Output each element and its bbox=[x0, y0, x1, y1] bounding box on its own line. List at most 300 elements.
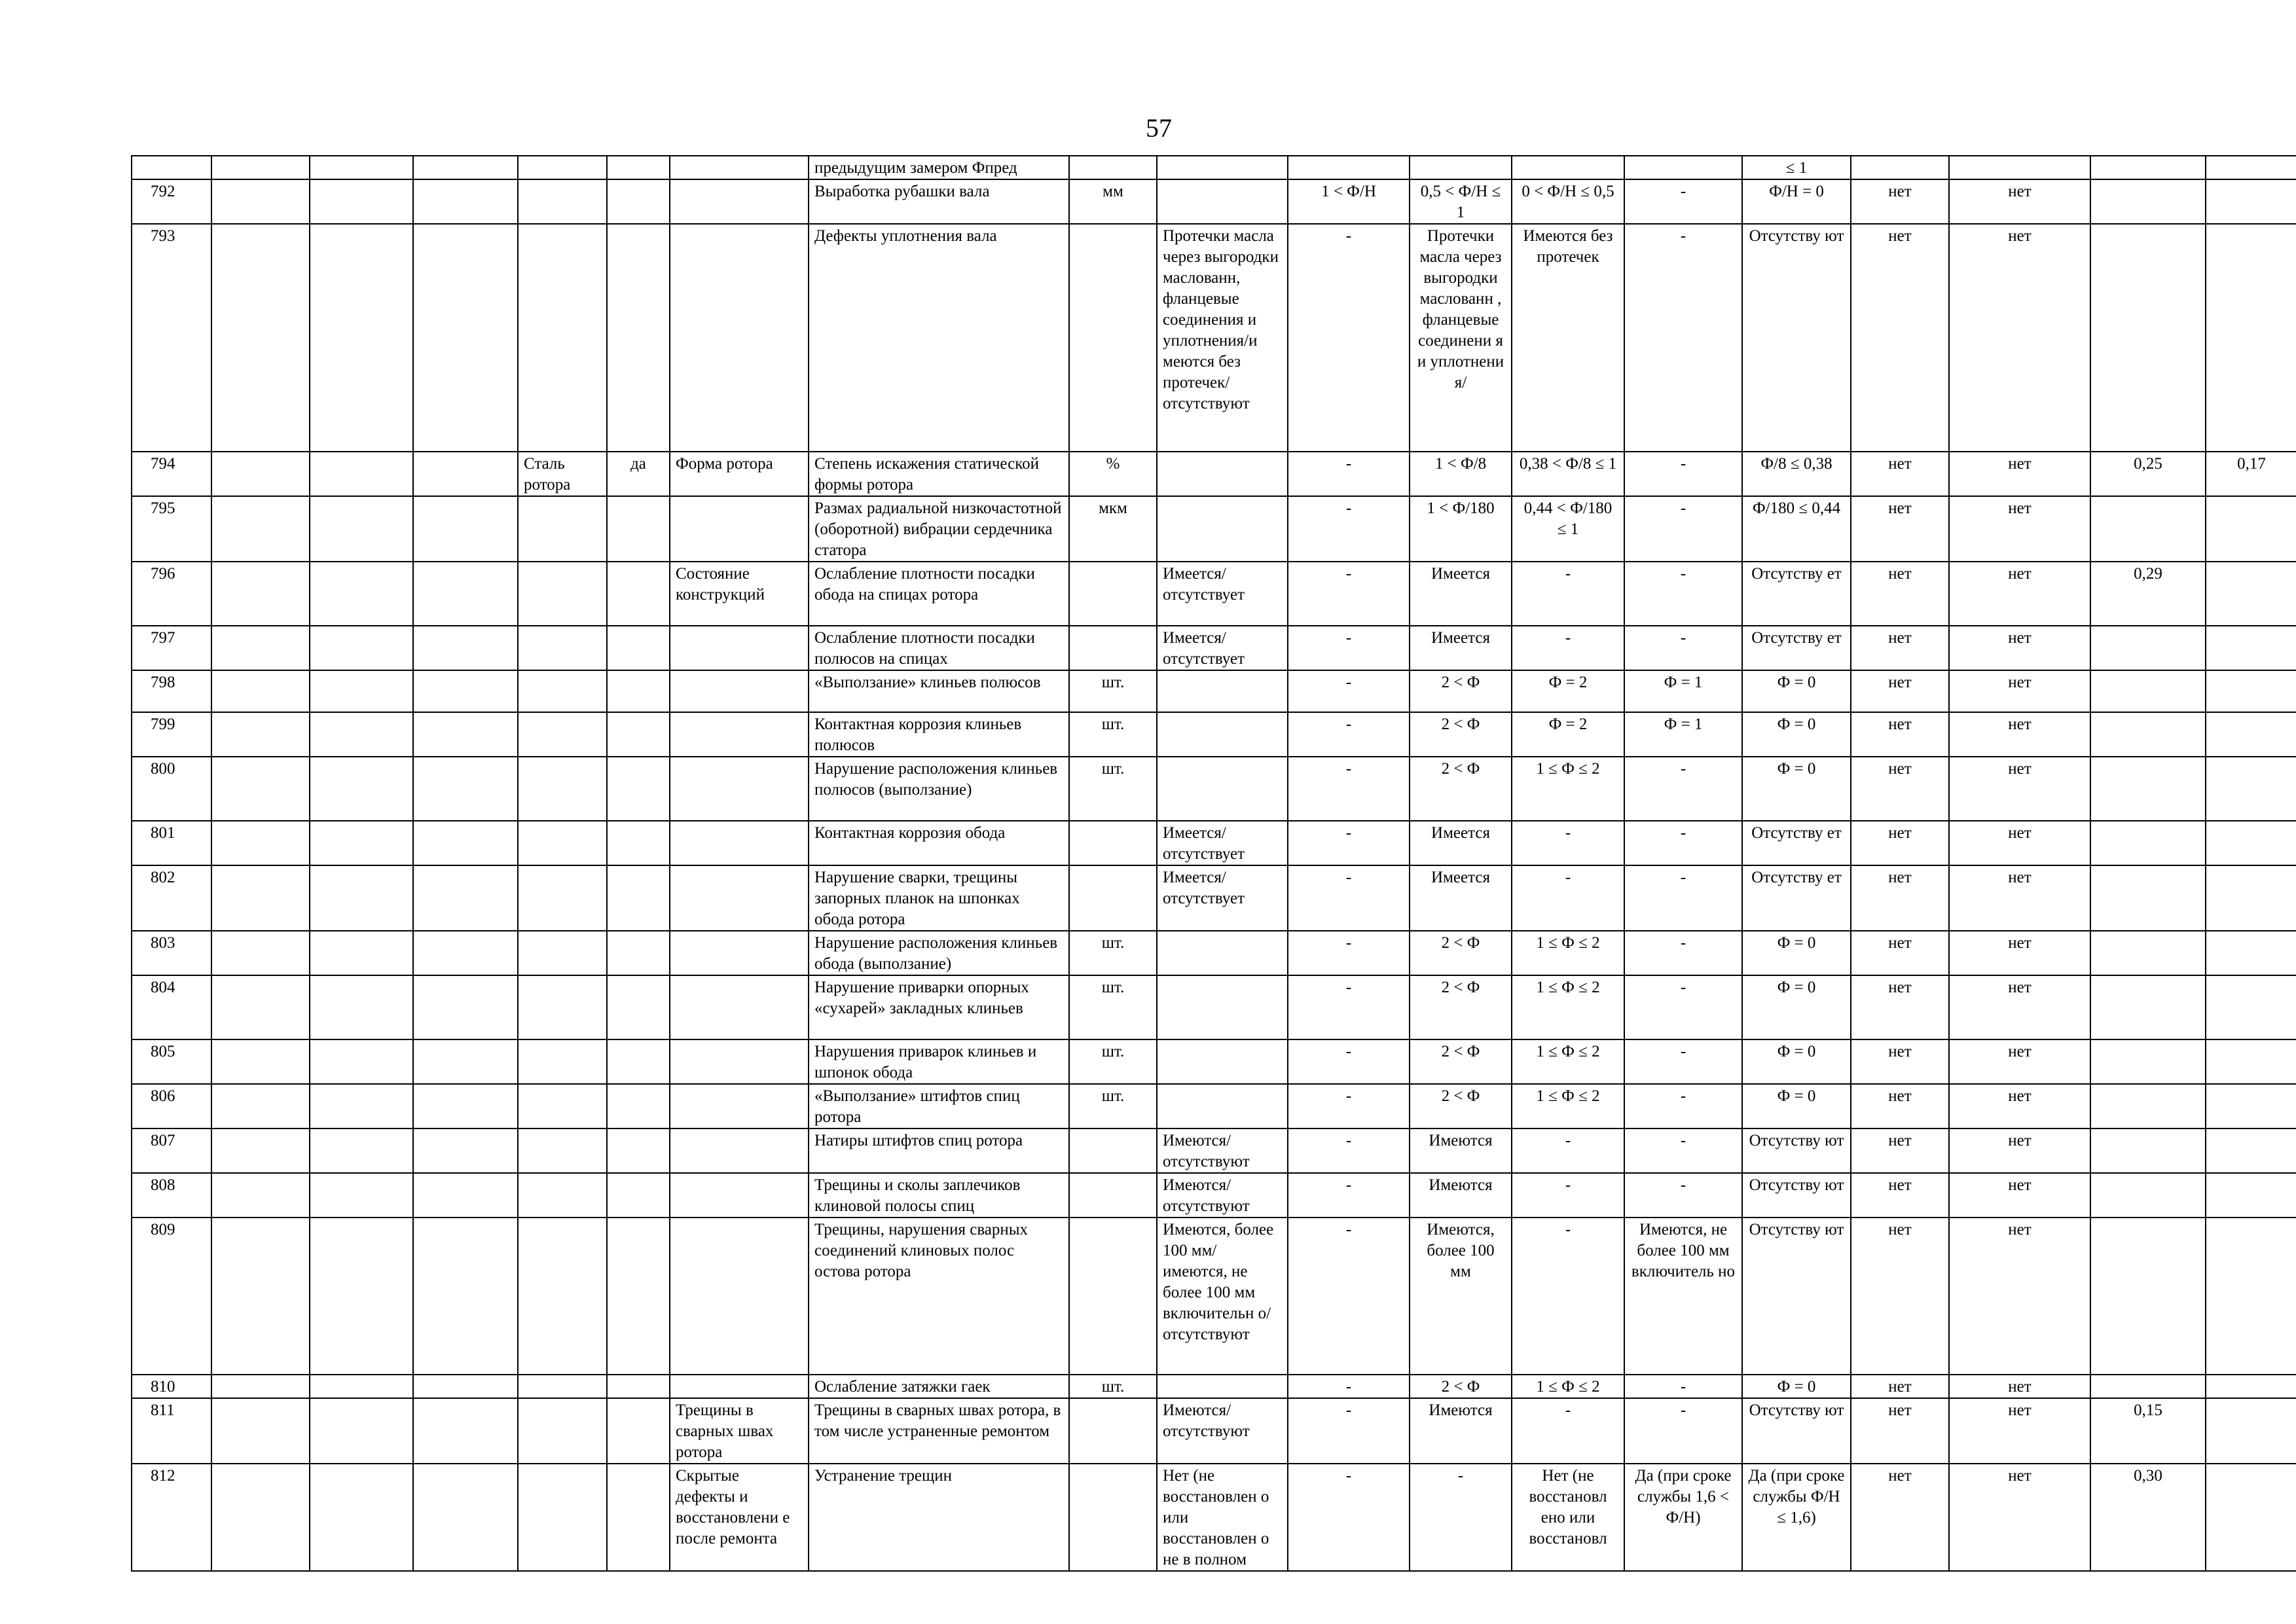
table-cell-c3 bbox=[310, 1464, 413, 1571]
table-cell-c12: 2 < Ф bbox=[1410, 712, 1512, 757]
table-cell-c7 bbox=[670, 1128, 809, 1173]
table-cell-c15: Ф = 0 bbox=[1742, 1039, 1851, 1084]
table-cell-c18 bbox=[2090, 179, 2206, 224]
table-row bbox=[132, 821, 2296, 865]
table-cell-c18 bbox=[2090, 821, 2206, 865]
table-cell-c17: нет bbox=[1949, 1218, 2090, 1375]
table-cell-c15: Ф/Н = 0 bbox=[1742, 179, 1851, 224]
table-cell-c9: мкм bbox=[1069, 496, 1157, 562]
table-cell-c18 bbox=[2090, 757, 2206, 821]
table-cell-c4 bbox=[413, 821, 518, 865]
table-cell-c5 bbox=[518, 975, 607, 1039]
table-cell-c17: нет bbox=[1949, 1173, 2090, 1218]
table-row bbox=[132, 1039, 2296, 1084]
table-cell-c10 bbox=[1157, 1039, 1288, 1084]
table-cell-c7: Форма ротора bbox=[670, 452, 809, 496]
table-cell-c16: нет bbox=[1851, 1128, 1949, 1173]
table-cell-c18 bbox=[2090, 975, 2206, 1039]
table-cell-c17 bbox=[1949, 156, 2090, 179]
table-cell-c7 bbox=[670, 931, 809, 975]
table-cell-c11: - bbox=[1288, 1375, 1410, 1398]
table-cell-c12: 2 < Ф bbox=[1410, 1375, 1512, 1398]
table-cell-c9: шт. bbox=[1069, 670, 1157, 712]
table-cell-c2 bbox=[211, 1464, 310, 1571]
table-cell-c15: Ф = 0 bbox=[1742, 712, 1851, 757]
table-cell-c14: - bbox=[1624, 562, 1742, 626]
table-row bbox=[132, 931, 2296, 975]
table-cell-c15: Отсутству ют bbox=[1742, 1218, 1851, 1375]
table-cell-c12: Имеются bbox=[1410, 1128, 1512, 1173]
table-cell-c13: - bbox=[1512, 1398, 1624, 1464]
table-cell-c10 bbox=[1157, 712, 1288, 757]
table-cell-c18 bbox=[2090, 496, 2206, 562]
table-cell-c16: нет bbox=[1851, 626, 1949, 670]
table-cell-c16: нет bbox=[1851, 1398, 1949, 1464]
table-cell-c16 bbox=[1851, 156, 1949, 179]
table-cell-c14: - bbox=[1624, 626, 1742, 670]
table-cell-c4 bbox=[413, 1128, 518, 1173]
table-row bbox=[132, 562, 2296, 626]
table-cell-c19 bbox=[2206, 975, 2296, 1039]
table-cell-c10 bbox=[1157, 1084, 1288, 1128]
table-cell-c9: шт. bbox=[1069, 975, 1157, 1039]
table-cell-c16: нет bbox=[1851, 712, 1949, 757]
table-cell-c16: нет bbox=[1851, 975, 1949, 1039]
table-cell-c15: ≤ 1 bbox=[1742, 156, 1851, 179]
table-cell-c12: Имеются bbox=[1410, 1173, 1512, 1218]
table-cell-c3 bbox=[310, 562, 413, 626]
table-cell-c12: - bbox=[1410, 1464, 1512, 1571]
table-cell-c4 bbox=[413, 1375, 518, 1398]
table-cell-c17: нет bbox=[1949, 1464, 2090, 1571]
table-cell-c4 bbox=[413, 626, 518, 670]
table-cell-c16: нет bbox=[1851, 179, 1949, 224]
table-cell-c8: Нарушение расположения клиньев обода (выползание) bbox=[809, 931, 1069, 975]
table-cell-c19 bbox=[2206, 670, 2296, 712]
table-cell-c16: нет bbox=[1851, 821, 1949, 865]
row-number-cell: 801 bbox=[132, 821, 211, 865]
table-cell-c18: 0,25 bbox=[2090, 452, 2206, 496]
table-cell-c15: Ф = 0 bbox=[1742, 931, 1851, 975]
table-cell-c7 bbox=[670, 670, 809, 712]
table-cell-c10: Протечки масла через выгородки маслованн, фланцевые соединения и уплотнения/и меются без протечек/ отсутствуют bbox=[1157, 224, 1288, 452]
table-cell-c8: Размах радиальной низкочастотной (оборотной) вибрации сердечника статора bbox=[809, 496, 1069, 562]
table-cell-c3 bbox=[310, 712, 413, 757]
table-cell-c13: 0,38 < Ф/8 ≤ 1 bbox=[1512, 452, 1624, 496]
table-cell-c13: - bbox=[1512, 562, 1624, 626]
table-cell-c11: - bbox=[1288, 562, 1410, 626]
table-cell-c19 bbox=[2206, 1375, 2296, 1398]
table-cell-c11: - bbox=[1288, 931, 1410, 975]
table-cell-c18 bbox=[2090, 156, 2206, 179]
table-cell-c3 bbox=[310, 1173, 413, 1218]
table-row bbox=[132, 156, 2296, 179]
table-cell-c2 bbox=[211, 865, 310, 931]
table-cell-c17: нет bbox=[1949, 496, 2090, 562]
table-cell-c8: Дефекты уплотнения вала bbox=[809, 224, 1069, 452]
table-cell-c5 bbox=[518, 1464, 607, 1571]
table-cell-c5 bbox=[518, 1128, 607, 1173]
table-cell-c10 bbox=[1157, 1375, 1288, 1398]
table-cell-c5 bbox=[518, 865, 607, 931]
table-cell-c17: нет bbox=[1949, 757, 2090, 821]
table-cell-c8: Нарушение сварки, трещины запорных планок на шпонках обода ротора bbox=[809, 865, 1069, 931]
table-cell-c19 bbox=[2206, 1218, 2296, 1375]
table-cell-c14: - bbox=[1624, 865, 1742, 931]
table-cell-c15: Отсутству ет bbox=[1742, 865, 1851, 931]
row-number-cell: 803 bbox=[132, 931, 211, 975]
criteria-table bbox=[131, 155, 2296, 1572]
row-number-cell: 798 bbox=[132, 670, 211, 712]
table-cell-c16: нет bbox=[1851, 1173, 1949, 1218]
table-cell-c6 bbox=[607, 975, 670, 1039]
table-cell-c4 bbox=[413, 712, 518, 757]
table-cell-c9: % bbox=[1069, 452, 1157, 496]
table-cell-c15: Отсутству ет bbox=[1742, 626, 1851, 670]
table-cell-c5 bbox=[518, 1375, 607, 1398]
table-cell-c6 bbox=[607, 496, 670, 562]
table-row bbox=[132, 452, 2296, 496]
table-cell-c12 bbox=[1410, 156, 1512, 179]
table-cell-c2 bbox=[211, 179, 310, 224]
table-cell-c12: 1 < Ф/8 bbox=[1410, 452, 1512, 496]
table-cell-c5 bbox=[518, 1173, 607, 1218]
table-cell-c8: «Выползание» клиньев полюсов bbox=[809, 670, 1069, 712]
table-cell-c19 bbox=[2206, 1084, 2296, 1128]
table-cell-c16: нет bbox=[1851, 1039, 1949, 1084]
table-cell-c4 bbox=[413, 670, 518, 712]
table-cell-c10: Имеется/ отсутствует bbox=[1157, 821, 1288, 865]
table-cell-c3 bbox=[310, 1218, 413, 1375]
table-cell-c14: - bbox=[1624, 1084, 1742, 1128]
table-cell-c19 bbox=[2206, 821, 2296, 865]
table-cell-c6: да bbox=[607, 452, 670, 496]
table-cell-c4 bbox=[413, 179, 518, 224]
table-cell-c4 bbox=[413, 1398, 518, 1464]
table-cell-c19 bbox=[2206, 496, 2296, 562]
table-cell-c11: - bbox=[1288, 626, 1410, 670]
table-cell-c18 bbox=[2090, 1039, 2206, 1084]
table-cell-c19 bbox=[2206, 1128, 2296, 1173]
table-cell-c8: Трещины и сколы заплечиков клиновой полосы спиц bbox=[809, 1173, 1069, 1218]
table-cell-c7 bbox=[670, 975, 809, 1039]
table-cell-c5 bbox=[518, 821, 607, 865]
table-cell-c17: нет bbox=[1949, 1039, 2090, 1084]
table-cell-c9 bbox=[1069, 156, 1157, 179]
table-cell-c4 bbox=[413, 224, 518, 452]
table-cell-c5 bbox=[518, 712, 607, 757]
table-row bbox=[132, 1084, 2296, 1128]
table-cell-c17: нет bbox=[1949, 670, 2090, 712]
table-cell-c12: 2 < Ф bbox=[1410, 757, 1512, 821]
table-cell-c9 bbox=[1069, 626, 1157, 670]
table-cell-c7: Трещины в сварных швах ротора bbox=[670, 1398, 809, 1464]
row-number-cell: 802 bbox=[132, 865, 211, 931]
table-cell-c4 bbox=[413, 562, 518, 626]
table-cell-c11: - bbox=[1288, 1084, 1410, 1128]
table-cell-c10: Имеются/ отсутствуют bbox=[1157, 1398, 1288, 1464]
table-cell-c16: нет bbox=[1851, 1375, 1949, 1398]
table-cell-c17: нет bbox=[1949, 975, 2090, 1039]
table-row bbox=[132, 712, 2296, 757]
table-cell-c19 bbox=[2206, 626, 2296, 670]
table-cell-c3 bbox=[310, 975, 413, 1039]
table-cell-c17: нет bbox=[1949, 224, 2090, 452]
table-cell-c3 bbox=[310, 865, 413, 931]
table-cell-c3 bbox=[310, 757, 413, 821]
table-cell-c13: - bbox=[1512, 865, 1624, 931]
table-cell-c5 bbox=[518, 156, 607, 179]
table-cell-c8: Нарушения приварок клиньев и шпонок обода bbox=[809, 1039, 1069, 1084]
table-cell-c4 bbox=[413, 156, 518, 179]
table-cell-c15: Ф = 0 bbox=[1742, 757, 1851, 821]
table-cell-c18 bbox=[2090, 626, 2206, 670]
table-cell-c11: - bbox=[1288, 1173, 1410, 1218]
table-cell-c18: 0,15 bbox=[2090, 1398, 2206, 1464]
table-cell-c3 bbox=[310, 626, 413, 670]
table-cell-c19 bbox=[2206, 1039, 2296, 1084]
table-cell-c10 bbox=[1157, 179, 1288, 224]
table-row bbox=[132, 1218, 2296, 1375]
table-cell-c13: 0,44 < Ф/180 ≤ 1 bbox=[1512, 496, 1624, 562]
table-cell-c14: - bbox=[1624, 1398, 1742, 1464]
table-cell-c10: Имеется/ отсутствует bbox=[1157, 562, 1288, 626]
table-cell-c18: 0,30 bbox=[2090, 1464, 2206, 1571]
table-cell-c4 bbox=[413, 1039, 518, 1084]
table-cell-c6 bbox=[607, 562, 670, 626]
table-cell-c13 bbox=[1512, 156, 1624, 179]
page-number: 57 bbox=[1146, 113, 1172, 143]
table-cell-c18 bbox=[2090, 1375, 2206, 1398]
table-cell-c5 bbox=[518, 1039, 607, 1084]
table-cell-c18 bbox=[2090, 1084, 2206, 1128]
table-cell-c9: шт. bbox=[1069, 1084, 1157, 1128]
table-cell-c2 bbox=[211, 224, 310, 452]
table-cell-c8: «Выползание» штифтов спиц ротора bbox=[809, 1084, 1069, 1128]
table-cell-c4 bbox=[413, 1173, 518, 1218]
table-cell-c14: - bbox=[1624, 975, 1742, 1039]
row-number-cell: 807 bbox=[132, 1128, 211, 1173]
table-cell-c13: - bbox=[1512, 1128, 1624, 1173]
table-cell-c15: Ф/8 ≤ 0,38 bbox=[1742, 452, 1851, 496]
row-number-cell: 806 bbox=[132, 1084, 211, 1128]
table-cell-c19 bbox=[2206, 179, 2296, 224]
table-cell-c12: 2 < Ф bbox=[1410, 931, 1512, 975]
table-cell-c2 bbox=[211, 1398, 310, 1464]
table-cell-c19 bbox=[2206, 931, 2296, 975]
table-cell-c19 bbox=[2206, 224, 2296, 452]
table-cell-c12: 1 < Ф/180 bbox=[1410, 496, 1512, 562]
table-cell-c6 bbox=[607, 1464, 670, 1571]
table-cell-c13: 1 ≤ Ф ≤ 2 bbox=[1512, 975, 1624, 1039]
table-cell-c15: Отсутству ют bbox=[1742, 1173, 1851, 1218]
table-cell-c4 bbox=[413, 975, 518, 1039]
table-row bbox=[132, 1398, 2296, 1464]
table-cell-c11: - bbox=[1288, 224, 1410, 452]
row-number-cell: 793 bbox=[132, 224, 211, 452]
table-cell-c16: нет bbox=[1851, 1464, 1949, 1571]
table-cell-c6 bbox=[607, 1398, 670, 1464]
table-cell-c3 bbox=[310, 1084, 413, 1128]
table-cell-c7 bbox=[670, 821, 809, 865]
table-cell-c8: Натиры штифтов спиц ротора bbox=[809, 1128, 1069, 1173]
table-row bbox=[132, 757, 2296, 821]
table-cell-c13: 1 ≤ Ф ≤ 2 bbox=[1512, 1375, 1624, 1398]
table-cell-c16: нет bbox=[1851, 757, 1949, 821]
row-number-cell: 808 bbox=[132, 1173, 211, 1218]
table-cell-c14: - bbox=[1624, 1375, 1742, 1398]
table-cell-c8: Контактная коррозия клиньев полюсов bbox=[809, 712, 1069, 757]
table-cell-c10: Имеются/ отсутствуют bbox=[1157, 1128, 1288, 1173]
table-cell-c6 bbox=[607, 865, 670, 931]
table-cell-c5 bbox=[518, 931, 607, 975]
table-cell-c4 bbox=[413, 1464, 518, 1571]
table-cell-c2 bbox=[211, 1218, 310, 1375]
table-cell-c10: Нет (не восстановлен о или восстановлен о не в полном bbox=[1157, 1464, 1288, 1571]
table-cell-c14: Ф = 1 bbox=[1624, 670, 1742, 712]
table-cell-c14: Да (при сроке службы 1,6 < Ф/Н) bbox=[1624, 1464, 1742, 1571]
table-cell-c6 bbox=[607, 1084, 670, 1128]
table-cell-c18 bbox=[2090, 931, 2206, 975]
table-cell-c7 bbox=[670, 224, 809, 452]
table-cell-c11: - bbox=[1288, 975, 1410, 1039]
table-cell-c13: Ф = 2 bbox=[1512, 670, 1624, 712]
table-cell-c13: - bbox=[1512, 1218, 1624, 1375]
table-cell-c11: - bbox=[1288, 757, 1410, 821]
table-cell-c12: Имеется bbox=[1410, 562, 1512, 626]
table-cell-c6 bbox=[607, 757, 670, 821]
table-cell-c18 bbox=[2090, 1128, 2206, 1173]
table-cell-c3 bbox=[310, 1039, 413, 1084]
table-cell-c19 bbox=[2206, 156, 2296, 179]
table-cell-c17: нет bbox=[1949, 821, 2090, 865]
table-cell-c10: Имеются/ отсутствуют bbox=[1157, 1173, 1288, 1218]
table-cell-c8: Ослабление затяжки гаек bbox=[809, 1375, 1069, 1398]
row-number-cell: 812 bbox=[132, 1464, 211, 1571]
table-cell-c7: Скрытые дефекты и восстановлени е после ремонта bbox=[670, 1464, 809, 1571]
table-cell-c2 bbox=[211, 1128, 310, 1173]
table-cell-c9: шт. bbox=[1069, 712, 1157, 757]
table-cell-c17: нет bbox=[1949, 1375, 2090, 1398]
table-cell-c12: 0,5 < Ф/Н ≤ 1 bbox=[1410, 179, 1512, 224]
table-cell-c19 bbox=[2206, 1173, 2296, 1218]
table-cell-c14: Имеются, не более 100 мм включитель но bbox=[1624, 1218, 1742, 1375]
row-number-cell: 805 bbox=[132, 1039, 211, 1084]
table-cell-c6 bbox=[607, 712, 670, 757]
table-cell-c14: - bbox=[1624, 1039, 1742, 1084]
table-cell-c9: мм bbox=[1069, 179, 1157, 224]
table-cell-c7 bbox=[670, 757, 809, 821]
table-cell-c5 bbox=[518, 626, 607, 670]
table-cell-c2 bbox=[211, 712, 310, 757]
table-cell-c17: нет bbox=[1949, 865, 2090, 931]
table-cell-c6 bbox=[607, 1128, 670, 1173]
table-cell-c18 bbox=[2090, 865, 2206, 931]
table-cell-c16: нет bbox=[1851, 452, 1949, 496]
table-cell-c14: - bbox=[1624, 931, 1742, 975]
row-number-cell: 795 bbox=[132, 496, 211, 562]
table-cell-c14: - bbox=[1624, 821, 1742, 865]
table-cell-c3 bbox=[310, 931, 413, 975]
table-cell-c12: 2 < Ф bbox=[1410, 975, 1512, 1039]
table-row bbox=[132, 496, 2296, 562]
table-cell-c11: - bbox=[1288, 1218, 1410, 1375]
table-cell-c3 bbox=[310, 1375, 413, 1398]
table-cell-c14: - bbox=[1624, 452, 1742, 496]
table-cell-c5 bbox=[518, 1218, 607, 1375]
table-cell-c13: Имеются без протечек bbox=[1512, 224, 1624, 452]
table-cell-c10 bbox=[1157, 975, 1288, 1039]
table-cell-c6 bbox=[607, 224, 670, 452]
table-cell-c4 bbox=[413, 1218, 518, 1375]
table-cell-c5 bbox=[518, 757, 607, 821]
table-cell-c2 bbox=[211, 975, 310, 1039]
table-cell-c17: нет bbox=[1949, 931, 2090, 975]
table-cell-c6 bbox=[607, 179, 670, 224]
table-cell-c8: Выработка рубашки вала bbox=[809, 179, 1069, 224]
table-cell-c5 bbox=[518, 670, 607, 712]
table-cell-c9 bbox=[1069, 821, 1157, 865]
table-cell-c2 bbox=[211, 1173, 310, 1218]
table-cell-c10 bbox=[1157, 452, 1288, 496]
table-cell-c7 bbox=[670, 156, 809, 179]
table-cell-c17: нет bbox=[1949, 626, 2090, 670]
table-cell-c9 bbox=[1069, 1398, 1157, 1464]
table-cell-c12: 2 < Ф bbox=[1410, 1084, 1512, 1128]
table-cell-c17: нет bbox=[1949, 1398, 2090, 1464]
table-cell-c15: Ф = 0 bbox=[1742, 1375, 1851, 1398]
row-number-cell: 800 bbox=[132, 757, 211, 821]
table-cell-c7 bbox=[670, 1084, 809, 1128]
table-cell-c19 bbox=[2206, 757, 2296, 821]
table-cell-c10 bbox=[1157, 931, 1288, 975]
table-cell-c9 bbox=[1069, 562, 1157, 626]
table-cell-c2 bbox=[211, 452, 310, 496]
table-cell-c12: 2 < Ф bbox=[1410, 670, 1512, 712]
table-cell-c12: 2 < Ф bbox=[1410, 1039, 1512, 1084]
table-cell-c11: - bbox=[1288, 821, 1410, 865]
row-number-cell: 796 bbox=[132, 562, 211, 626]
row-number-cell bbox=[132, 156, 211, 179]
table-cell-c11: - bbox=[1288, 452, 1410, 496]
row-number-cell: 794 bbox=[132, 452, 211, 496]
table-cell-c19 bbox=[2206, 562, 2296, 626]
table-cell-c19 bbox=[2206, 712, 2296, 757]
table-cell-c17: нет bbox=[1949, 712, 2090, 757]
table-cell-c11: - bbox=[1288, 865, 1410, 931]
table-cell-c17: нет bbox=[1949, 179, 2090, 224]
table-cell-c15: Отсутству ют bbox=[1742, 1128, 1851, 1173]
table-cell-c7: Состояние конструкций bbox=[670, 562, 809, 626]
row-number-cell: 792 bbox=[132, 179, 211, 224]
table-cell-c10: Имеется/ отсутствует bbox=[1157, 865, 1288, 931]
table-cell-c11: 1 < Ф/Н bbox=[1288, 179, 1410, 224]
table-cell-c9: шт. bbox=[1069, 931, 1157, 975]
table-cell-c4 bbox=[413, 496, 518, 562]
table-row bbox=[132, 1375, 2296, 1398]
table-cell-c8: Нарушение расположения клиньев полюсов (выползание) bbox=[809, 757, 1069, 821]
table-cell-c10: Имеется/ отсутствует bbox=[1157, 626, 1288, 670]
table-cell-c7 bbox=[670, 712, 809, 757]
table-row bbox=[132, 224, 2296, 452]
table-row bbox=[132, 1173, 2296, 1218]
table-cell-c4 bbox=[413, 452, 518, 496]
table-cell-c10 bbox=[1157, 670, 1288, 712]
table-cell-c10: Имеются, более 100 мм/ имеются, не более 100 мм включительн о/ отсутствуют bbox=[1157, 1218, 1288, 1375]
table-cell-c5 bbox=[518, 1084, 607, 1128]
table-row bbox=[132, 626, 2296, 670]
table-cell-c15: Да (при сроке службы Ф/Н ≤ 1,6) bbox=[1742, 1464, 1851, 1571]
